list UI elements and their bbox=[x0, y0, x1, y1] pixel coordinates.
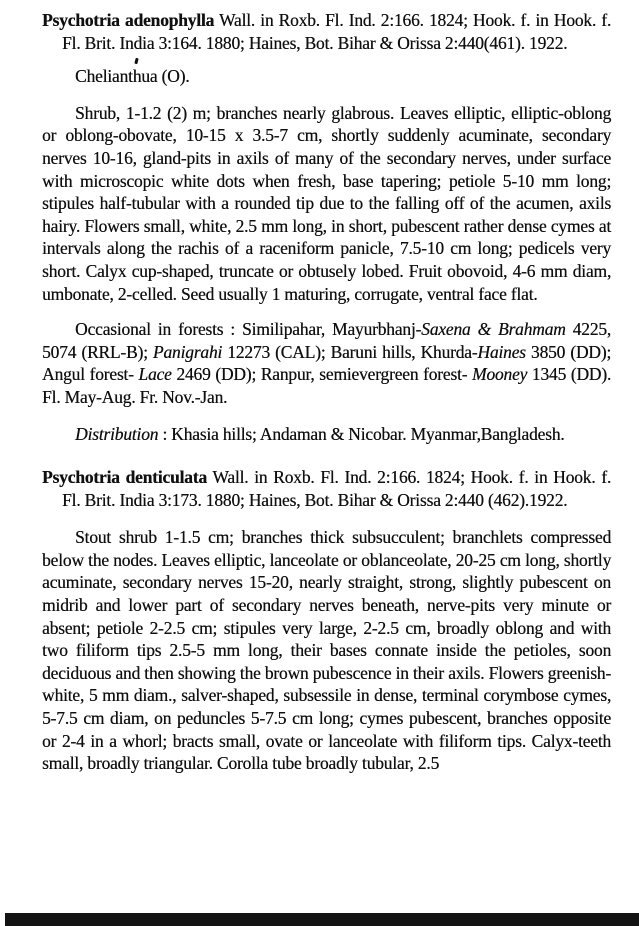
text-run-n: 4225, 5074 (RRL-B); bbox=[42, 319, 611, 362]
species-1-description bbox=[42, 102, 611, 305]
text-run-i: Distribution bbox=[75, 423, 159, 444]
synonym-line bbox=[42, 65, 611, 88]
text-run-b: Psychotria denticulata bbox=[42, 467, 207, 488]
text-run-n: 2469 (DD); Ranpur, semievergreen forest- bbox=[171, 364, 472, 385]
text-run-n: 3850 (DD); Angul forest- bbox=[42, 341, 612, 385]
text-run-n: Chelianth bbox=[75, 66, 142, 87]
text-run-i: Lace bbox=[138, 364, 172, 385]
text-run-b: Psychotria adenophylla bbox=[42, 10, 215, 30]
species-2-description bbox=[42, 526, 611, 775]
species-1-heading bbox=[42, 9, 611, 54]
species-1-occurrence bbox=[42, 318, 611, 408]
text-run-n: Wall. in Roxb. Fl. Ind. 2:166. 1824; Hook. f. in Hook. f. Fl. Brit. India 3:173. 1880; Haines, Bot. Bihar & Orissa 2:440 (462).1922. bbox=[62, 467, 611, 510]
text-run-n: Shrub, 1-1.2 (2) m; branches nearly glabrous. Leaves elliptic, elliptic-oblong or oblong-obovate, 10-15 x 3.5-7 cm, shortly suddenly acuminate, secondary nerves 10-16, gland-pits in axils of many of the secondary nerves, under surface with microscopic white dots when fresh, base tapering; petiole 5-10 mm long; stipules half-tubular with a rounded tip due to the falling off of the acumen, axils hairy. Flowers small, white, 2.5 mm long, in short, pubescent rather dense cymes at intervals along the rachis of a raceniform panicle, 7.5-10 cm long; pedicels very short. Calyx cup-shaped, truncate or obtusely lobed. Fruit obovoid, 4-6 mm diam, umbonate, 2-celled. Seed usually 1 maturing, corrugate, ventral face flat. bbox=[42, 102, 611, 304]
text-run-n: : Khasia hills; Andaman & Nicobar. Myanmar,Bangladesh. bbox=[158, 423, 565, 444]
text-run-m: ua bbox=[141, 66, 158, 87]
text-run-n: Wall. in Roxb. Fl. Ind. 2:166. 1824; Hook. f. in Hook. f. Fl. Brit. India 3:164. 1880; Haines, Bot. Bihar & Orissa 2:440(461). 1922. bbox=[62, 10, 612, 53]
text-run-n: (O). bbox=[157, 66, 190, 87]
text-run-n: Stout shrub 1-1.5 cm; branches thick subsucculent; branchlets compressed below the nodes. Leaves elliptic, lanceolate or oblanceolate, 20-25 cm long, shortly acuminate, secondary nerves 15-20, nearly straight, strong, slightly pubescent on midrib and lower part of secondary nerves beneath, nerve-pits very minute or absent; petiole 2-2.5 cm; stipules very large, 2-2.5 cm, broadly oblong and with two filiform tips 2.5-5 mm long, their bases connate inside the petioles, soon deciduous and then showing the brown pubescence in their axils. Flowers greenish-white, 5 mm diam., salver-shaped, subsessile in dense, terminal corymbose cymes, 5-7.5 cm diam, on peduncles 5-7.5 cm long; cymes pubescent, branches opposite or 2-4 in a whorl; bracts small, ovate or lanceolate with filiform tips. Calyx-teeth small, broadly triangular. Corolla tube broadly tubular, 2.5 bbox=[42, 527, 611, 774]
text-run-n: Occasional in forests : Similipahar, Mayurbhanj- bbox=[75, 319, 422, 340]
species-1-distribution bbox=[42, 423, 611, 446]
text-run-i: Haines bbox=[477, 341, 526, 362]
text-run-i: Mooney bbox=[471, 364, 528, 385]
species-2-heading bbox=[42, 466, 611, 511]
text-run-i: Saxena & Brahmam bbox=[421, 319, 566, 340]
text-run-n: 1345 (DD). Fl. May-Aug. Fr. Nov.-Jan. bbox=[42, 364, 611, 407]
scan-edge-bar bbox=[5, 913, 639, 926]
text-run-i: Panigrahi bbox=[152, 341, 223, 362]
text-run-n: 12273 (CAL); Baruni hills, Khurda- bbox=[222, 341, 478, 362]
page-content bbox=[42, 9, 611, 775]
